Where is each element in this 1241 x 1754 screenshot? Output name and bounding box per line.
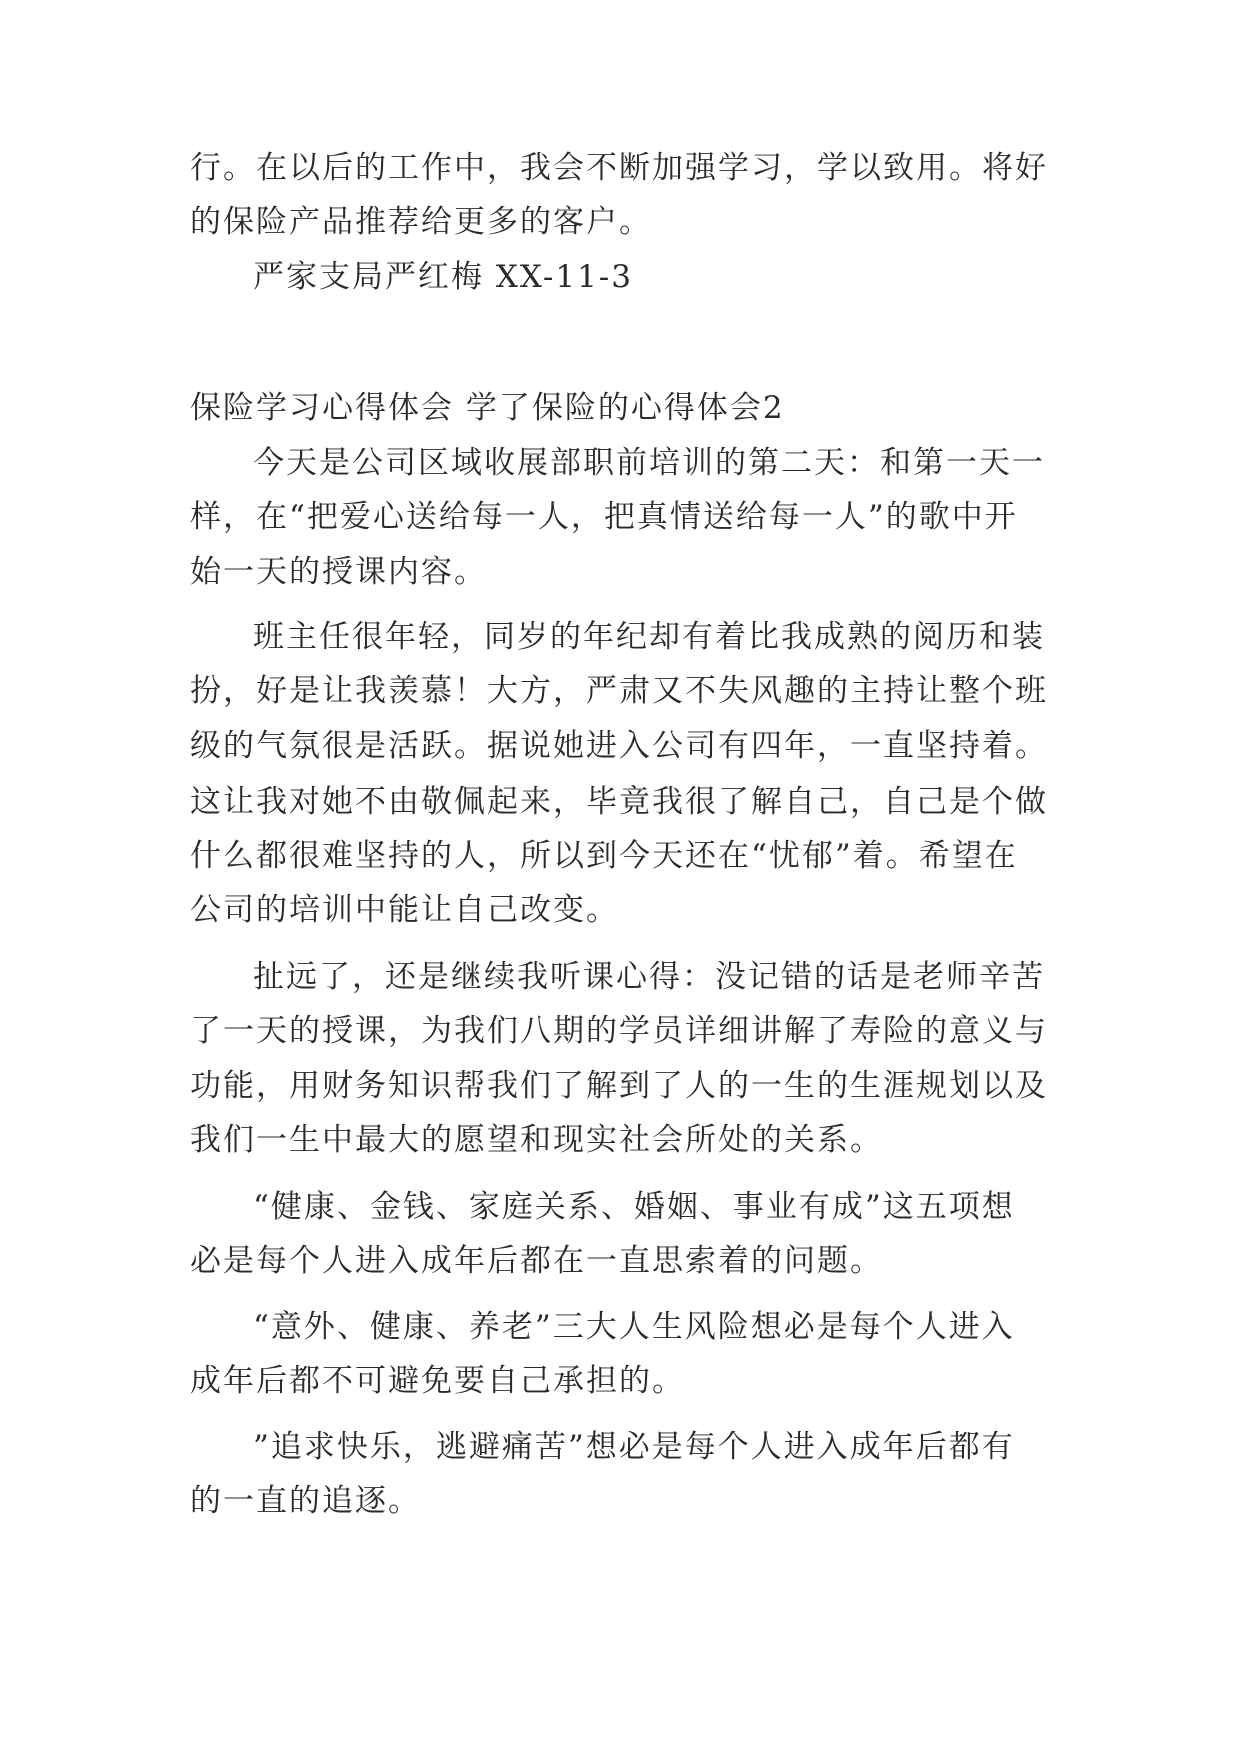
section-heading: 保险学习心得体会 学了保险的心得体会2 xyxy=(190,390,785,426)
text-line: “意外、健康、养老”三大人生风险想必是每个人进入 xyxy=(253,1309,1015,1345)
text-line: 这让我对她不由敬佩起来，毕竟我很了解自己，自己是个做 xyxy=(190,784,1048,820)
text-line: 公司的培训中能让自己改变。 xyxy=(190,892,619,928)
text-line: 级的气氛很是活跃。据说她进入公司有四年，一直坚持着。 xyxy=(190,728,1048,764)
text-line: 样，在“把爱心送给每一人，把真情送给每一人”的歌中开 xyxy=(190,499,1018,535)
text-line: 始一天的授课内容。 xyxy=(190,554,487,590)
text-line: 必是每个人进入成年后都在一直思索着的问题。 xyxy=(190,1243,883,1279)
text-line: 功能，用财务知识帮我们了解到了人的一生的生涯规划以及 xyxy=(190,1068,1048,1104)
text-line: 班主任很年轻，同岁的年纪却有着比我成熟的阅历和装 xyxy=(253,619,1045,655)
text-line: 了一天的授课，为我们八期的学员详细讲解了寿险的意义与 xyxy=(190,1013,1048,1049)
text-line: ”追求快乐，逃避痛苦”想必是每个人进入成年后都有 xyxy=(253,1429,1015,1465)
text-line: 成年后都不可避免要自己承担的。 xyxy=(190,1363,685,1399)
text-line: 的一直的追逐。 xyxy=(190,1483,421,1519)
text-line: 的保险产品推荐给更多的客户。 xyxy=(190,204,652,240)
text-line: “健康、金钱、家庭关系、婚姻、事业有成”这五项想 xyxy=(253,1189,1015,1225)
text-line: 扮，好是让我羡慕！大方，严肃又不失风趣的主持让整个班 xyxy=(190,673,1048,709)
text-line: 行。在以后的工作中，我会不断加强学习，学以致用。将好 xyxy=(190,150,1048,186)
text-line: 今天是公司区域收展部职前培训的第二天：和第一天一 xyxy=(253,445,1045,481)
signature-line: 严家支局严红梅 XX-11-3 xyxy=(253,259,634,295)
text-line: 我们一生中最大的愿望和现实社会所处的关系。 xyxy=(190,1122,883,1158)
text-line: 什么都很难坚持的人，所以到今天还在“忧郁”着。希望在 xyxy=(190,838,1018,874)
text-line: 扯远了，还是继续我听课心得：没记错的话是老师辛苦 xyxy=(253,959,1045,995)
